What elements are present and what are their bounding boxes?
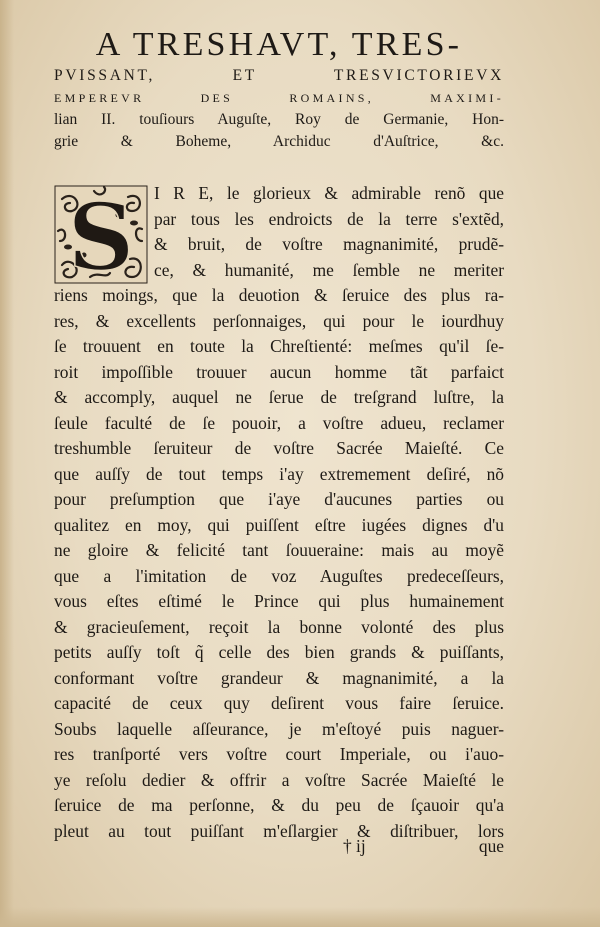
signature-mark: † ij	[343, 836, 366, 856]
body-line: ce, & humanité, me ſemble ne meriter	[154, 259, 504, 280]
body-line: pleut au tout puiſſant m'eſlargier & diſtribuer, lors	[54, 820, 504, 841]
heading-line-3: EMPEREVR DES ROMAINS, MAXIMI-	[54, 92, 504, 105]
page-bottom-shadow	[0, 907, 600, 927]
dedication-body	[54, 181, 504, 844]
body-line: res tranſporté vers voſtre court Imperiale, ou i'auo-	[54, 744, 504, 764]
heading-line-2: PVISSANT, ET TRESVICTORIEVX	[54, 68, 504, 84]
body-line: I R E, le glorieux & admirable renõ que	[154, 183, 504, 203]
heading-line-4: lian II. touſiours Auguſte, Roy de Germanie, Hon-	[54, 112, 504, 128]
body-line: que a l'imitation de voz Auguſtes predeceſſeurs,	[54, 565, 504, 586]
body-line: & bruit, de voſtre magnanimité, prudẽ-	[154, 234, 504, 254]
body-line: & accomply, auquel ne ſerue de treſgrand luſtre, la	[54, 387, 504, 407]
catchword: que	[478, 836, 504, 856]
heading-line-1: A TRESHAVT, TRES-	[95, 28, 463, 63]
body-line: Soubs laquelle aſſeurance, je m'eſtoyé puis naguer-	[54, 718, 504, 739]
body-line: ſeule faculté de ſe pouoir, a voſtre adueu, reclamer	[54, 412, 504, 433]
body-line: riens moings, que la deuotion & ſeruice des plus ra-	[54, 285, 504, 305]
body-line: que auſſy de tout temps i'ay extremement deſiré, nõ	[54, 463, 504, 484]
body-line: vous eſtes eſtimé le Prince qui plus humainement	[54, 591, 504, 611]
body-line: roit impoſſible trouuer aucun homme tãt parfaict	[54, 361, 504, 382]
body-line: qualitez en moy, qui puiſſent eſtre iugées dignes d'u	[54, 514, 504, 535]
body-line: res, & excellents perſonnaiges, qui pour le iourdhuy	[54, 310, 504, 331]
body-line: & gracieuſement, reçoit la bonne volonté des plus	[54, 616, 504, 637]
body-line: par tous les endroicts de la terre s'extẽd,	[154, 208, 504, 229]
body-line: ye reſolu dedier & offrir a voſtre Sacrée Maieſté le	[54, 769, 504, 790]
page-footer	[54, 836, 504, 866]
page-edge-shadow	[0, 0, 14, 927]
drop-cap-letter: S	[67, 185, 135, 284]
body-line: ſeruice de ma perſonne, & du peu de ſçauoir qu'a	[54, 795, 504, 815]
dedication-heading	[54, 28, 504, 156]
body-line: ſe trouuent en toute la Chreſtienté: meſmes qu'il ſe-	[54, 336, 504, 356]
body-line: pour preſumption que i'aye d'aucunes parties ou	[54, 489, 504, 509]
body-line: petits auſſy toſt q̃ celle des bien grands & puiſſants,	[54, 642, 504, 662]
heading-line-5: grie & Boheme, Archiduc d'Auſtrice, &c.	[54, 134, 504, 150]
body-line: capacité de ceux quy deſirent vous faire ſeruice.	[54, 693, 504, 713]
body-line: conformant voſtre grandeur & magnanimité, a la	[54, 667, 504, 688]
body-line: treshumble ſeruiteur de voſtre Sacrée Maieſté. Ce	[54, 438, 504, 458]
body-line: ne gloire & felicité tant ſouueraine: mais au moyẽ	[54, 540, 504, 560]
